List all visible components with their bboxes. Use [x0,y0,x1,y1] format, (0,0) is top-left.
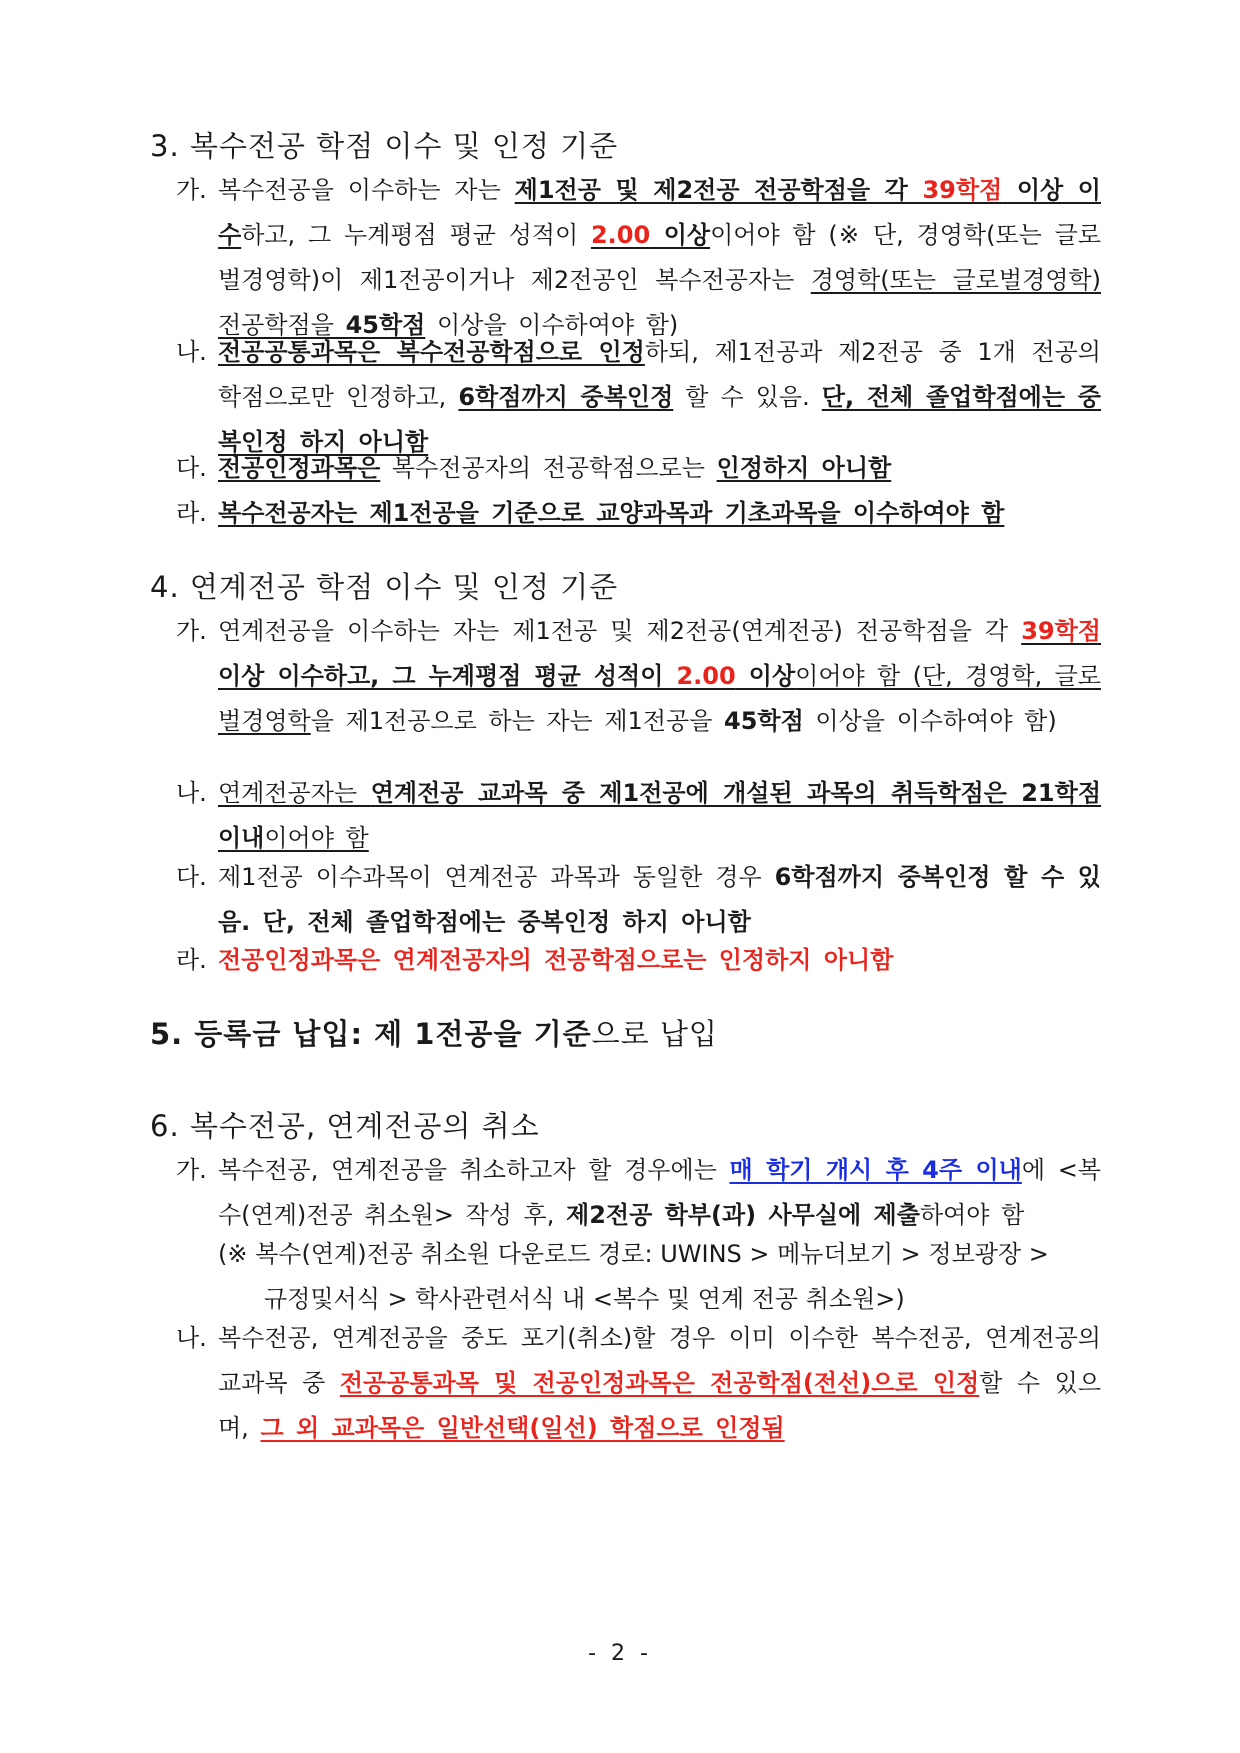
note-line: 규정및서식 > 학사관련서식 내 <복수 및 연계 전공 취소원>) [264,1285,905,1313]
item-marker: 나. [176,338,207,366]
item-marker: 라. [176,946,207,974]
text-underlined: 전공공통과목은 복수전공학점으로 인정 [218,338,645,366]
section-4-item-a [176,609,1101,744]
section-4-item-b [176,771,1101,861]
page-number: - 2 - [588,1641,652,1666]
item-marker: 가. [176,176,207,204]
item-marker: 나. [176,779,207,807]
text: 이상 [650,221,711,249]
text: 할 수 있음. [673,383,822,411]
section-4-item-d [176,938,1101,983]
section-4-item-c [176,855,1101,945]
section-6-note [218,1232,1101,1322]
text-red: 전공공통과목 및 전공인정과목은 전공학점(전선)으로 인정 [339,1369,980,1397]
section-6-heading: 6. 복수전공, 연계전공의 취소 [150,1109,540,1143]
text: 하되, 제1전공과 제2전공 중 1개 전공의 학점으로만 인정하고, [218,338,1101,411]
text: 하여야 함 [919,1201,1025,1229]
text: 복수전공자의 전공학점으로는 [380,454,717,482]
text-bold: 6학점까지 중복인정 할 수 있음. 단, 전체 졸업학점에는 중복인정 하지 아니함 [218,863,1101,936]
item-marker: 가. [176,1156,207,1184]
text: 복수전공을 이수하는 자는 [218,176,515,204]
text-underlined: 인정하지 아니함 [716,454,892,482]
text: 이상 이수 [218,176,1101,249]
text-red: 전공인정과목은 연계전공자의 전공학점으로는 인정하지 아니함 [218,946,894,974]
text-red: 2.00 [676,662,736,690]
text: 제1전공 이수과목이 연계전공 과목과 동일한 경우 [218,863,775,891]
item-marker: 나. [176,1324,207,1352]
text-red: 2.00 [590,221,651,249]
text-underlined: 6학점까지 중복인정 [458,383,674,411]
text: 경영학(또는 글로벌경영학) 전공학점을 [218,266,1101,339]
section-3-item-c [176,446,1101,491]
section-6-item-b [176,1316,1101,1451]
text-underlined: 전공인정과목은 [218,454,381,482]
text: 이상을 이수하여야 함) [803,707,1057,735]
text: 으로 납입 [591,1017,718,1051]
section-5-heading [150,1014,718,1054]
section-6-item-a [176,1148,1101,1238]
text: 연계전공자는 [218,779,371,807]
text: 이상 이수하고, 그 누계평점 평균 성적이 [218,662,677,690]
section-3-item-d [176,491,1101,536]
text: 복수전공, 연계전공을 취소하고자 할 경우에는 [218,1156,730,1184]
text-underlined [218,779,1101,852]
text: 연계전공을 이수하는 자는 제1전공 및 제2전공(연계전공) 전공학점을 각 [218,617,1022,645]
item-marker: 다. [176,863,207,891]
section-3-heading: 3. 복수전공 학점 이수 및 인정 기준 [150,129,619,163]
text-underlined: 복수전공자는 제1전공을 기준으로 교양과목과 기초과목을 이수하여야 함 [218,499,1005,527]
text: 이어야 함 [264,824,369,852]
text: 이어야 함 (단, 경영학, 글로벌경영학 [218,662,1101,735]
text-bold: 45학점 [724,707,804,735]
item-marker: 라. [176,499,207,527]
text-bold: 45학점 [345,311,426,339]
text-red: 39학점 [922,176,1003,204]
text-bold: 5. 등록금 납입: 제 1전공을 기준 [150,1017,592,1051]
item-marker: 가. [176,617,207,645]
text: 하고, 그 누계평점 평균 성적이 [241,221,591,249]
text: 할 수 있으며, [218,1369,1102,1442]
text-underlined [591,221,710,249]
text: 복수전공, 연계전공을 중도 포기(취소)할 경우 이미 이수한 복수전공, 연계전공의 교과목 중 [218,1324,1101,1397]
text: 에 <복수(연계)전공 취소원> 작성 후, [218,1156,1101,1229]
text: 이상 [735,662,796,690]
section-3-item-b [176,330,1101,465]
section-4-heading: 4. 연계전공 학점 이수 및 인정 기준 [150,570,619,604]
text-bold: 연계전공 교과목 중 제1전공에 개설된 과목의 취득학점은 21학점 이내 [218,779,1102,852]
item-marker: 다. [176,454,207,482]
text: 제1전공 및 제2전공 전공학점을 각 [514,176,923,204]
text-red: 39학점 [1021,617,1101,645]
section-3-item-a [176,168,1101,348]
text-red: 그 외 교과목은 일반선택(일선) 학점으로 인정됨 [260,1414,785,1442]
text-underlined: 단, 전체 졸업학점에는 중복인정 하지 아니함 [218,383,1101,456]
text: 을 제1전공으로 하는 자는 제1전공을 [310,707,725,735]
text: 이상을 이수하여야 함) [425,311,679,339]
text: 이어야 함 (※ 단, 경영학(또는 글로벌경영학)이 제1전공이거나 제2전공인 복수전공자는 [218,221,1101,294]
note-line: (※ 복수(연계)전공 취소원 다운로드 경로: UWINS > 메뉴더보기 > 정보광장 > [218,1240,1049,1268]
text-bold: 제2전공 학부(과) 사무실에 제출 [566,1201,920,1229]
text-blue: 매 학기 개시 후 4주 이내 [729,1156,1022,1184]
